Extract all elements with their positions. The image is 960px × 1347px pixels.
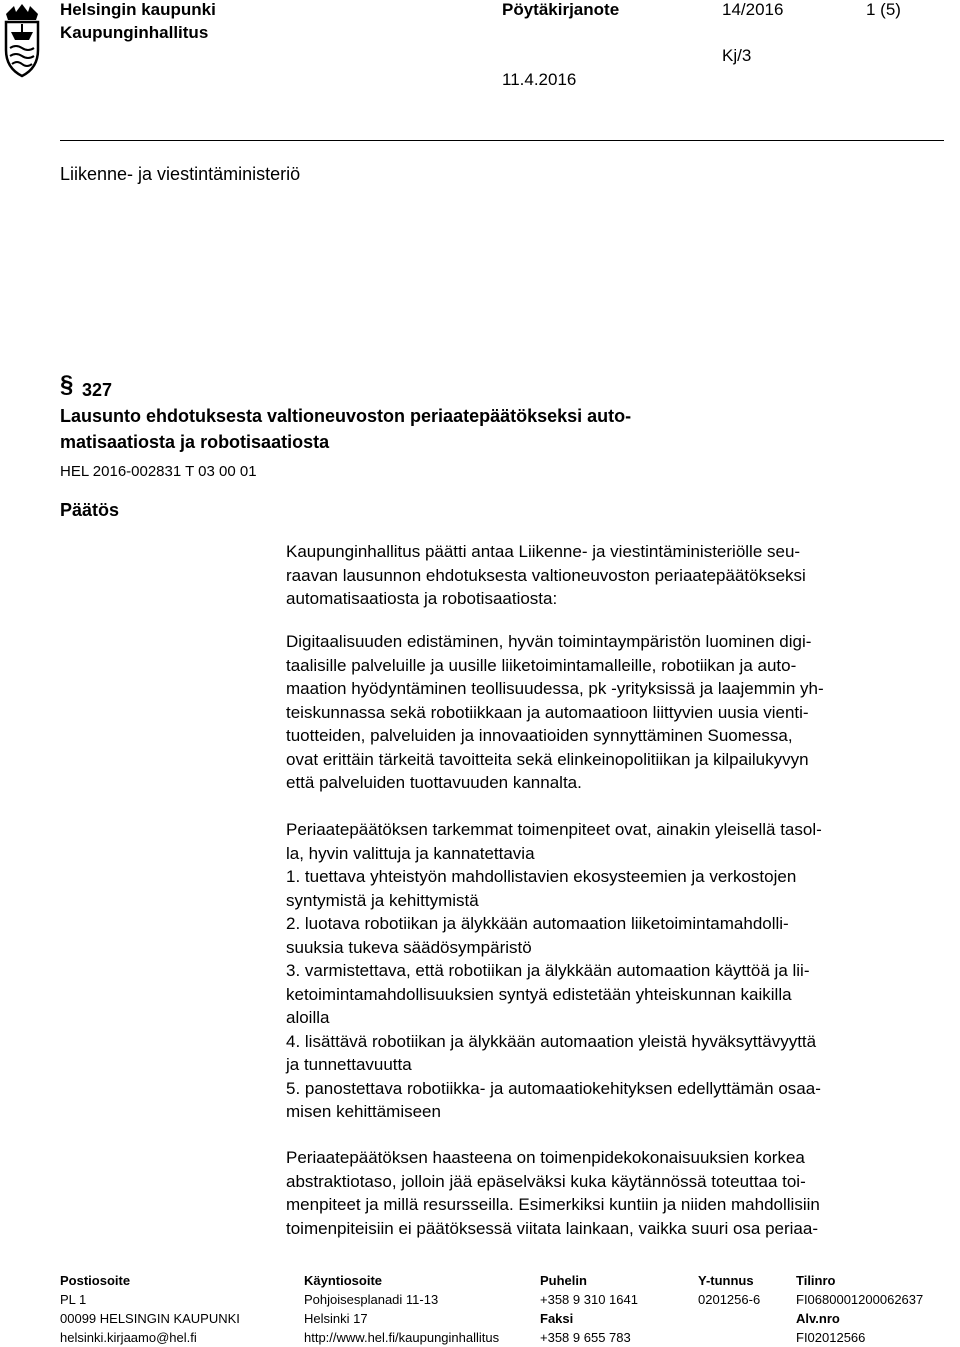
- text-line: Periaatepäätöksen tarkemmat toimenpiteet ovat, ainakin yleisellä tasol-: [286, 820, 822, 839]
- list-item: 3. varmistettava, että robotiikan ja älykkään automaation käyttöä ja lii-: [286, 961, 810, 980]
- list-item: 2. luotava robotiikan ja älykkään automaation liiketoimintamahdolli-: [286, 914, 789, 933]
- footer-heading: Postiosoite: [60, 1273, 131, 1288]
- document-type: Pöytäkirjanote: [502, 0, 620, 19]
- footer-text: +358 9 655 783: [540, 1330, 631, 1345]
- header-divider: [60, 140, 944, 141]
- text-line: ovat erittäin tärkeitä tavoitteita sekä elinkeinopolitiikan ja kilpailukyvyn: [286, 749, 809, 769]
- text-line: Kaupunginhallitus päätti antaa Liikenne- ja viestintäministeriölle seu-: [286, 542, 801, 561]
- footer-phone: [540, 1271, 638, 1347]
- footer-text: FI02012566: [796, 1330, 866, 1345]
- text-line: raavan lausunnon ehdotuksesta valtioneuvoston periaatepäätökseksi: [286, 565, 806, 585]
- footer-heading: Käyntiosoite: [304, 1273, 383, 1288]
- footer-heading: Puhelin: [540, 1273, 587, 1288]
- text-line: maation hyödyntäminen teollisuudessa, pk -yrityksissä ja laajemmin yh-: [286, 679, 824, 698]
- text-line: automatisaatiosta ja robotisaatiosta:: [286, 589, 558, 608]
- text-line: aloilla: [286, 1008, 330, 1027]
- footer-text: Helsinki 17: [304, 1311, 368, 1326]
- text-line: suuksia tukeva säädösympäristö: [286, 937, 532, 957]
- footer-email: helsinki.kirjaamo@hel.fi: [60, 1330, 197, 1345]
- footer-text: +358 9 310 1641: [540, 1292, 638, 1307]
- text-line: Periaatepäätöksen haasteena on toimenpidekokonaisuuksien korkea: [286, 1148, 805, 1167]
- decision-intro: [286, 540, 946, 611]
- text-line: Digitaalisuuden edistäminen, hyvän toimintaympäristön luominen digi-: [286, 632, 812, 651]
- footer-text: Pohjoisesplanadi 11-13: [304, 1292, 439, 1307]
- meeting-date: 11.4.2016: [502, 70, 577, 89]
- item-title-line-1: Lausunto ehdotuksesta valtioneuvoston periaatepäätökseksi auto-: [60, 406, 632, 426]
- footer-heading: Alv.nro: [796, 1311, 840, 1326]
- list-item: 5. panostettava robotiikka- ja automaatiokehityksen edellyttämän osaa-: [286, 1078, 821, 1098]
- footer-text: PL 1: [60, 1292, 87, 1307]
- city-name: Helsingin kaupunki: [60, 0, 216, 19]
- statement-paragraph-1: [286, 630, 946, 795]
- text-line: että palveluiden tuottavuuden kannalta.: [286, 773, 582, 792]
- body-name: Kaupunginhallitus: [60, 23, 209, 42]
- footer-business-id: [698, 1271, 760, 1309]
- footer-url: http://www.hel.fi/kaupunginhallitus: [304, 1330, 500, 1345]
- footer-heading: Y-tunnus: [698, 1273, 754, 1288]
- item-title-block: [60, 371, 940, 455]
- footer-postal-address: [60, 1271, 240, 1347]
- footer-visiting-address: [304, 1271, 499, 1347]
- page-count: 1 (5): [866, 0, 901, 19]
- helsinki-coat-of-arms-logo: [2, 2, 42, 78]
- decision-heading: Päätös: [60, 500, 120, 520]
- text-line: ketoimintamahdollisuuksien syntyä edistetään yhteiskunnan kaikilla: [286, 984, 792, 1004]
- footer-heading: Faksi: [540, 1311, 574, 1326]
- section-sign-icon: §: [60, 371, 74, 398]
- statement-paragraph-2: [286, 818, 946, 1124]
- item-number: 327: [82, 380, 113, 400]
- text-line: abstraktiotaso, jolloin jää epäselväksi kuka käytännössä toteuttaa toi-: [286, 1171, 806, 1191]
- text-line: misen kehittämiseen: [286, 1102, 441, 1121]
- statement-paragraph-3: [286, 1146, 946, 1240]
- item-title-line-2: matisaatiosta ja robotisaatiosta: [60, 432, 330, 452]
- minutes-number: 14/2016: [722, 0, 784, 19]
- text-line: taalisille palveluille ja uusille liiketoimintamalleille, robotiikan ja auto-: [286, 655, 797, 675]
- diary-number: HEL 2016-002831 T 03 00 01: [60, 463, 257, 480]
- footer-text: 00099 HELSINGIN KAUPUNKI: [60, 1311, 240, 1326]
- list-item: 4. lisättävä robotiikan ja älykkään automaation yleistä hyväksyttävyyttä: [286, 1031, 817, 1051]
- text-line: la, hyvin valittuja ja kannatettavia: [286, 843, 535, 863]
- footer-heading: Tilinro: [796, 1273, 836, 1288]
- text-line: teiskunnassa sekä robotiikkaan ja automaatioon liittyvien uusia vienti-: [286, 702, 809, 722]
- text-line: tuotteiden, palveluiden ja innovaatioiden synnyttäminen Suomessa,: [286, 726, 793, 745]
- text-line: menpiteet ja millä resursseilla. Esimerkiksi kuntiin ja niiden mahdollisiin: [286, 1195, 820, 1214]
- recipient: Liikenne- ja viestintäministeriö: [60, 164, 301, 184]
- footer-account: [796, 1271, 923, 1347]
- text-line: syntymistä ja kehittymistä: [286, 890, 479, 910]
- footer-text: FI0680001200062637: [796, 1292, 924, 1307]
- list-item: 1. tuettava yhteistyön mahdollistavien ekosysteemien ja verkostojen: [286, 867, 797, 886]
- text-line: ja tunnettavuutta: [286, 1055, 412, 1074]
- section-code: Kj/3: [722, 46, 752, 65]
- footer-text: 0201256-6: [698, 1292, 761, 1307]
- text-line: toimenpiteisiin ei päätöksessä viitata lainkaan, vaikka suuri osa periaa-: [286, 1218, 819, 1238]
